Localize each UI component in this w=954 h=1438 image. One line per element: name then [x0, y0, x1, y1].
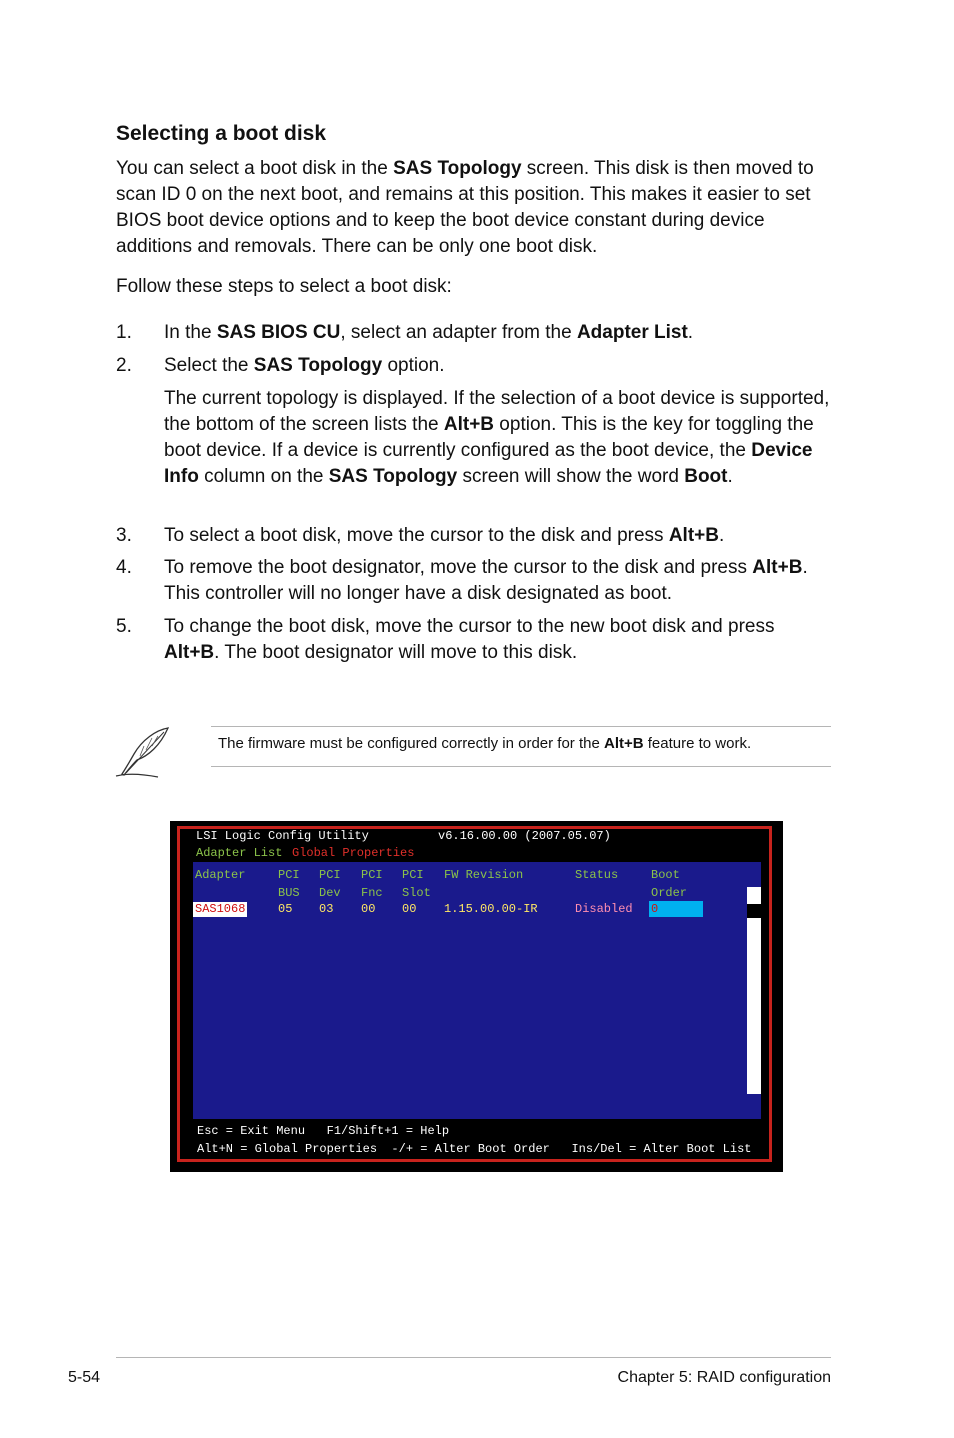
bios-menu-adapter-list[interactable]: Adapter List [196, 846, 283, 860]
bios-title: LSI Logic Config Utility [196, 829, 369, 843]
row-dev: 03 [319, 902, 334, 916]
bios-scroll-thumb[interactable] [747, 904, 761, 918]
col-header-pci-dev: PCI [319, 868, 341, 882]
note-divider-top [211, 726, 831, 727]
bios-help-line-1: Esc = Exit Menu F1/Shift+1 = Help [197, 1124, 450, 1138]
follow-steps-text: Follow these steps to select a boot disk: [116, 276, 452, 297]
col-header-fnc: Fnc [361, 886, 383, 900]
bios-menu-global-properties[interactable]: Global Properties [292, 846, 415, 860]
col-header-adapter: Adapter [195, 868, 246, 882]
section-heading: Selecting a boot disk [116, 122, 327, 145]
row-bus: 05 [278, 902, 293, 916]
col-header-pci-fnc: PCI [361, 868, 383, 882]
step-number: 2. [116, 355, 132, 376]
col-header-dev: Dev [319, 886, 341, 900]
bios-version: v6.16.00.00 (2007.05.07) [438, 829, 611, 843]
col-header-pci-bus: PCI [278, 868, 300, 882]
intro-paragraph: You can select a boot disk in the SAS Topology screen. This disk is then moved to scan ID 0 on the next boot, and remains at this position. This makes it easier to set BIOS boot device options and to keep the boot device constant during device additions and removals. There can be only one boot disk. [116, 158, 814, 257]
note-divider-bottom [211, 766, 831, 767]
adapter-row-sas1068[interactable]: SAS1068 [195, 902, 246, 916]
footer-divider [116, 1357, 831, 1358]
bios-scrollbar[interactable] [747, 887, 761, 1094]
step-number: 4. [116, 557, 132, 578]
row-fnc: 00 [361, 902, 376, 916]
row-slot: 00 [402, 902, 417, 916]
step-number: 3. [116, 525, 132, 546]
step-5-text: To change the boot disk, move the cursor to the new boot disk and press Alt+B. The boot designator will move to this disk. [164, 616, 775, 663]
col-header-bus: BUS [278, 886, 300, 900]
note-text: The firmware must be configured correctly in order for the Alt+B feature to work. [218, 735, 752, 752]
bios-help-line-2: Alt+N = Global Properties -/+ = Alter Boot Order Ins/Del = Alter Boot List [197, 1142, 752, 1156]
feather-pen-icon [112, 724, 172, 780]
chapter-title: Chapter 5: RAID configuration [617, 1369, 831, 1386]
step-number: 1. [116, 322, 132, 343]
step-1-text: In the SAS BIOS CU, select an adapter from the Adapter List. [164, 322, 694, 343]
step-number: 5. [116, 616, 132, 637]
step-2-text: Select the SAS Topology option. [164, 355, 445, 376]
step-2-detail: The current topology is displayed. If the selection of a boot device is supported, the bottom of the screen lists the Alt+B option. This is the key for toggling the boot device. If a device is currently configured as the boot device, the Device Info column on the SAS Topology screen will show the word Boot. [164, 388, 830, 487]
col-header-boot: Boot [651, 868, 680, 882]
col-header-fw-revision: FW Revision [444, 868, 524, 882]
col-header-order: Order [651, 886, 688, 900]
row-fw-revision: 1.15.00.00-IR [444, 902, 538, 916]
col-header-status: Status [575, 868, 619, 882]
step-3-text: To select a boot disk, move the cursor to the disk and press Alt+B. [164, 525, 725, 546]
row-status: Disabled [575, 902, 633, 916]
col-header-pci-slot: PCI [402, 868, 424, 882]
boot-order-value: 0 [651, 902, 659, 916]
page-number: 5-54 [68, 1369, 101, 1386]
step-4-text: To remove the boot designator, move the cursor to the disk and press Alt+B. This controller will no longer have a disk designated as boot. [164, 557, 808, 604]
col-header-slot: Slot [402, 886, 431, 900]
